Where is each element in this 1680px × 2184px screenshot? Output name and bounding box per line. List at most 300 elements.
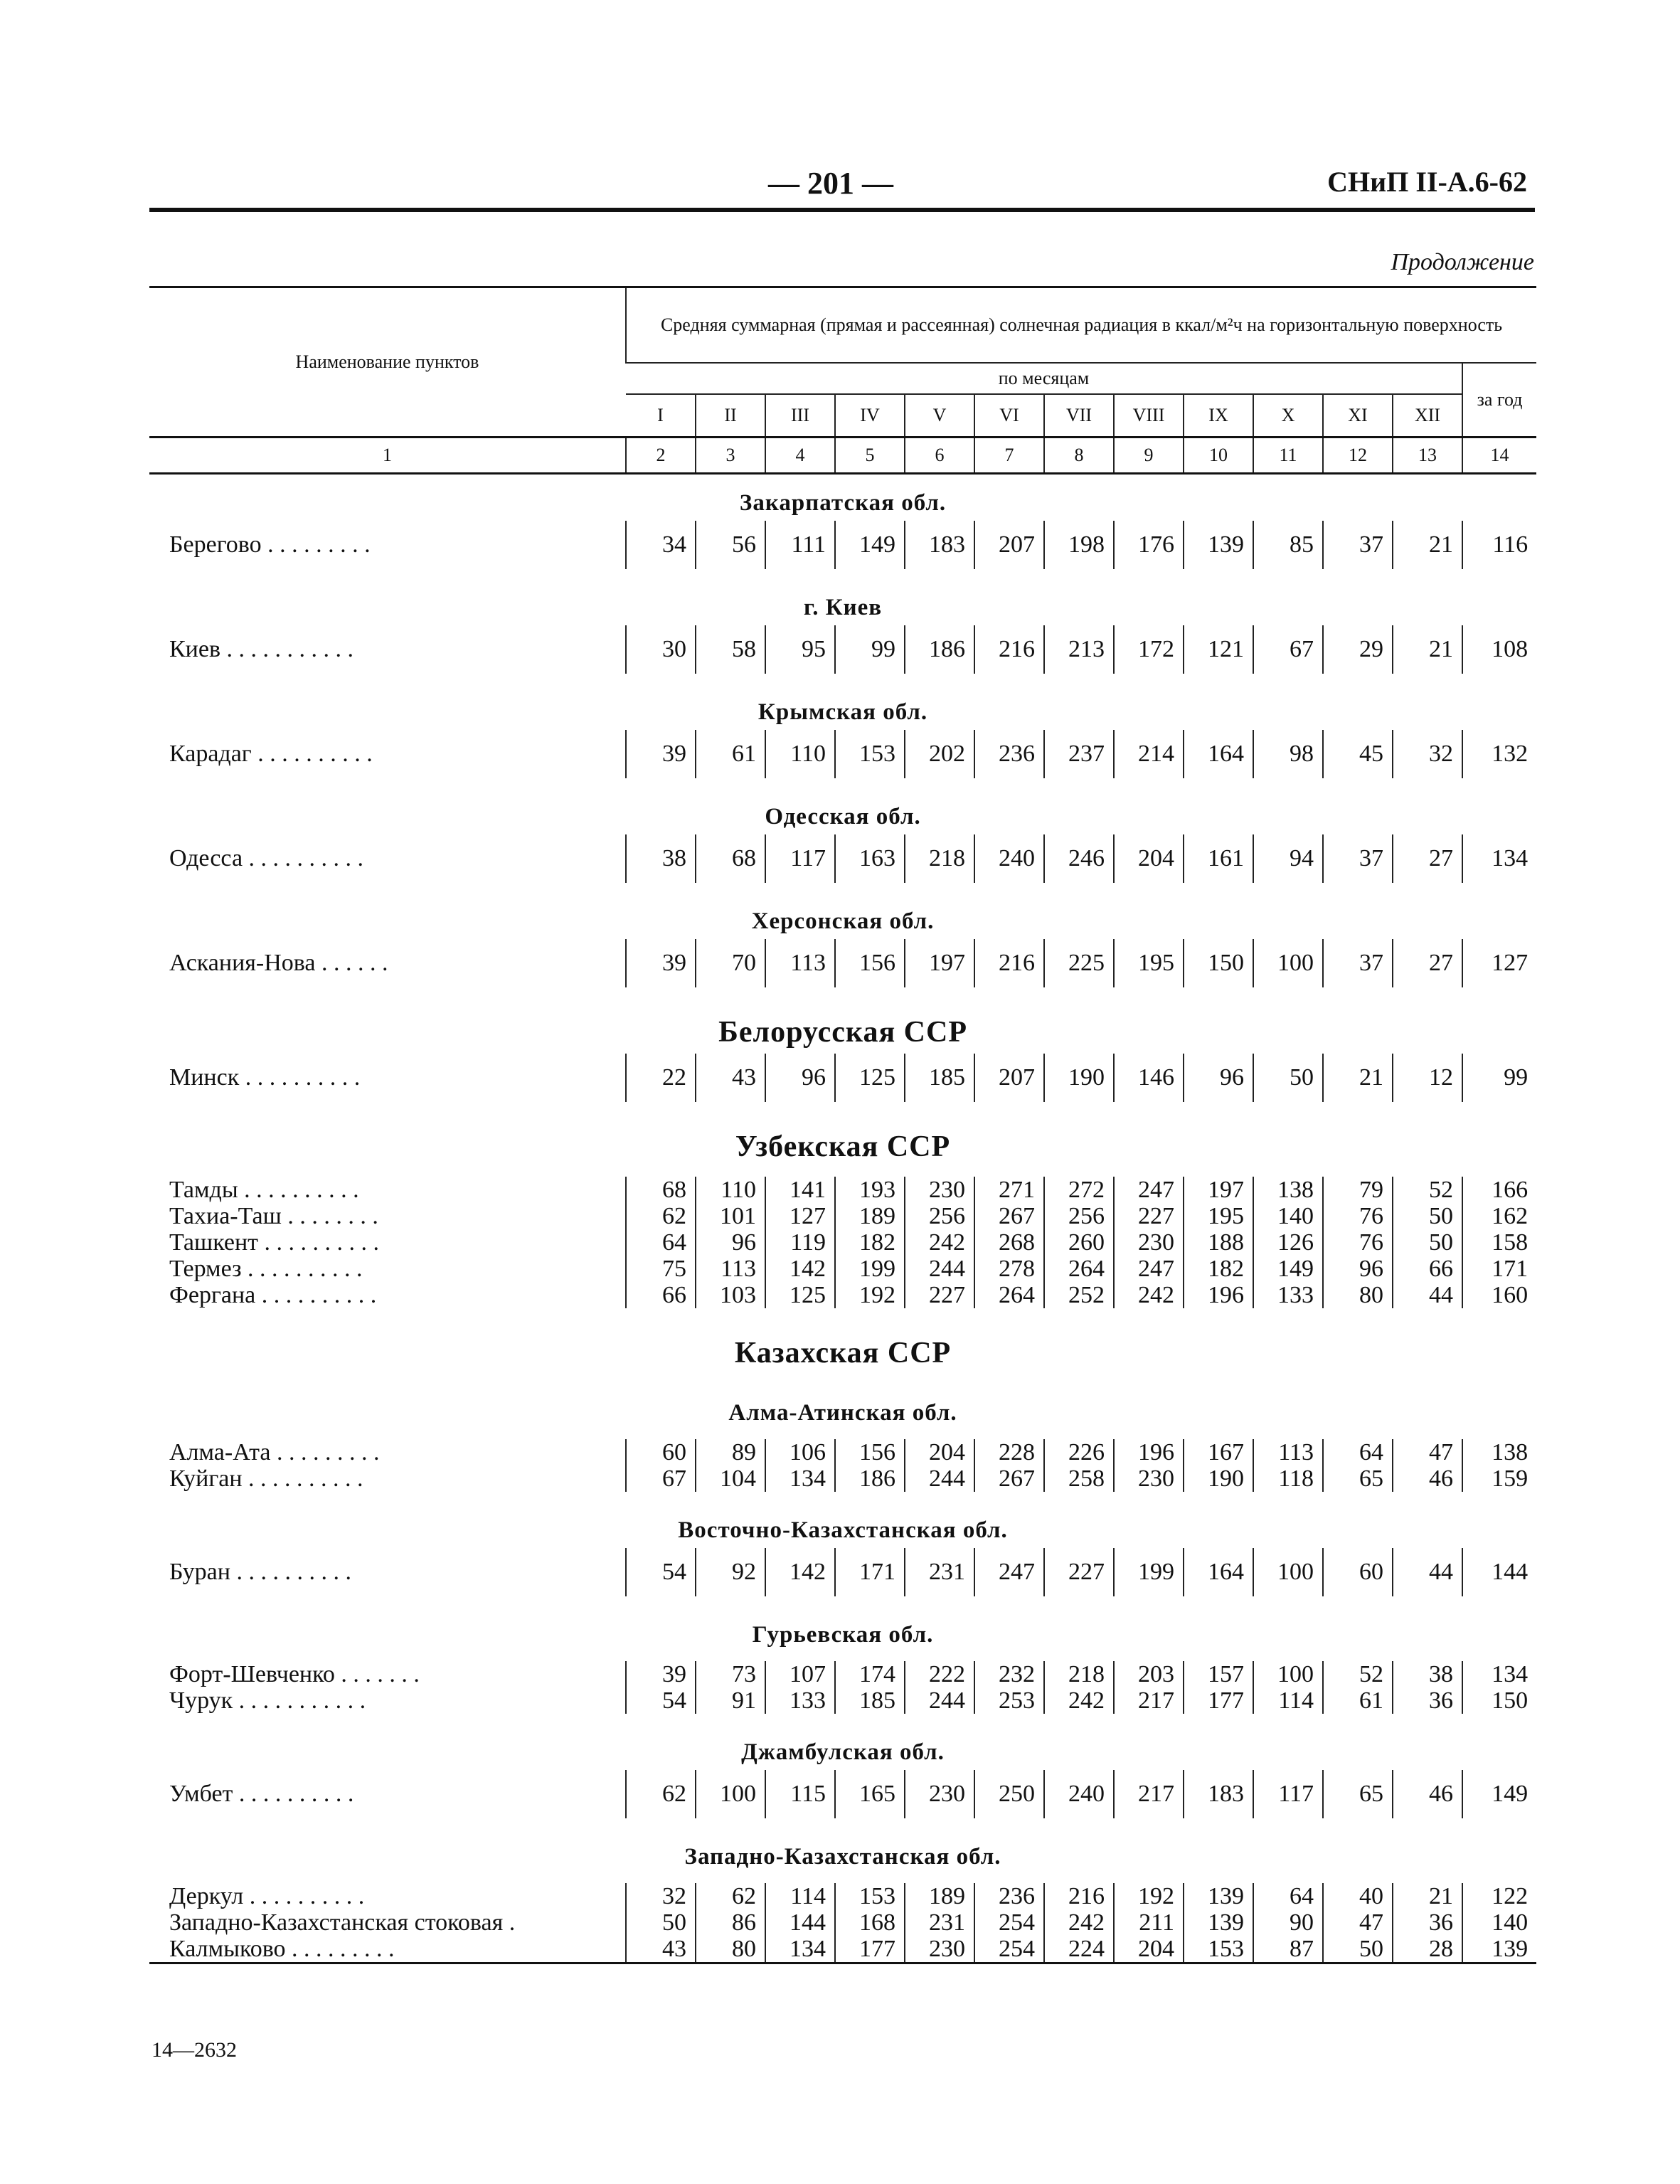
header-rule	[149, 208, 1535, 212]
year-value-cell: 149	[1462, 1770, 1536, 1818]
month-value-cell: 113	[696, 1256, 765, 1282]
table-body	[149, 474, 1536, 1966]
month-value-cell: 253	[974, 1687, 1044, 1714]
month-value-cell: 100	[1253, 939, 1323, 987]
month-value-cell: 228	[974, 1439, 1044, 1465]
month-value-cell: 196	[1114, 1439, 1184, 1465]
section-row	[149, 1818, 1536, 1875]
month-value-cell: 50	[626, 1909, 696, 1936]
table-row	[149, 1054, 1536, 1102]
month-value-cell: 190	[1184, 1465, 1253, 1492]
document-code: СНиП II-А.6-62	[1327, 166, 1527, 198]
station-name: Куйган . . . . . . . . . .	[169, 1465, 363, 1492]
month-value-cell: 230	[905, 1770, 974, 1818]
month-value-cell: 60	[626, 1439, 696, 1465]
table-row	[149, 1770, 1536, 1818]
month-value-cell: 214	[1114, 730, 1184, 778]
month-value-cell: 231	[905, 1909, 974, 1936]
month-value-cell: 117	[1253, 1770, 1323, 1818]
month-value-cell: 27	[1393, 834, 1462, 883]
table-row	[149, 1229, 1536, 1256]
month-value-cell: 32	[626, 1883, 696, 1909]
month-value-cell: 103	[696, 1282, 765, 1308]
month-value-cell: 237	[1044, 730, 1114, 778]
spacer-row	[149, 1875, 1536, 1883]
month-value-cell: 64	[626, 1229, 696, 1256]
month-value-cell: 207	[974, 1054, 1044, 1102]
month-value-cell: 230	[905, 1936, 974, 1963]
section-row	[149, 1492, 1536, 1548]
table-row	[149, 1883, 1536, 1909]
month-value-cell: 268	[974, 1229, 1044, 1256]
month-value-cell: 247	[1114, 1256, 1184, 1282]
month-value-cell: 46	[1393, 1770, 1462, 1818]
month-value-cell: 189	[835, 1203, 905, 1229]
month-value-cell: 36	[1393, 1909, 1462, 1936]
month-value-cell: 142	[765, 1256, 835, 1282]
month-value-cell: 21	[1393, 625, 1462, 674]
column-number: 6	[905, 438, 974, 474]
month-value-cell: 140	[1253, 1203, 1323, 1229]
month-value-cell: 172	[1114, 625, 1184, 674]
year-value-cell: 144	[1462, 1548, 1536, 1596]
month-value-cell: 12	[1393, 1054, 1462, 1102]
month-value-cell: 50	[1393, 1203, 1462, 1229]
month-value-cell: 242	[905, 1229, 974, 1256]
section-row	[149, 883, 1536, 939]
month-value-cell: 242	[1044, 1687, 1114, 1714]
station-name: Чурук . . . . . . . . . . .	[169, 1687, 366, 1714]
column-number: 12	[1323, 438, 1393, 474]
month-value-cell: 272	[1044, 1177, 1114, 1203]
month-value-cell: 79	[1323, 1177, 1393, 1203]
month-value-cell: 192	[835, 1282, 905, 1308]
year-value-cell: 159	[1462, 1465, 1536, 1492]
month-value-cell: 278	[974, 1256, 1044, 1282]
month-value-cell: 98	[1253, 730, 1323, 778]
year-value-cell: 134	[1462, 834, 1536, 883]
month-value-cell: 86	[696, 1909, 765, 1936]
table-row	[149, 521, 1536, 569]
month-value-cell: 101	[696, 1203, 765, 1229]
name-column-header: Наименование пунктов	[149, 287, 626, 438]
month-value-cell: 90	[1253, 1909, 1323, 1936]
month-value-cell: 227	[1114, 1203, 1184, 1229]
month-value-cell: 40	[1323, 1883, 1393, 1909]
month-value-cell: 50	[1253, 1054, 1323, 1102]
station-name: Умбет . . . . . . . . . .	[169, 1781, 354, 1807]
month-value-cell: 100	[696, 1770, 765, 1818]
section-title: Восточно-Казахстанская обл.	[678, 1517, 1008, 1543]
month-value-cell: 21	[1393, 521, 1462, 569]
month-value-cell: 34	[626, 521, 696, 569]
month-value-cell: 52	[1393, 1177, 1462, 1203]
month-value-cell: 115	[765, 1770, 835, 1818]
section-title: Крымская обл.	[757, 699, 928, 725]
section-row	[149, 778, 1536, 834]
month-value-cell: 189	[905, 1883, 974, 1909]
month-value-cell: 246	[1044, 834, 1114, 883]
table-row	[149, 1548, 1536, 1596]
month-value-cell: 244	[905, 1256, 974, 1282]
month-value-cell: 202	[905, 730, 974, 778]
month-value-cell: 43	[626, 1936, 696, 1963]
month-value-cell: 113	[765, 939, 835, 987]
table-row	[149, 1687, 1536, 1714]
month-value-cell: 133	[765, 1687, 835, 1714]
month-value-cell: 100	[1253, 1661, 1323, 1687]
month-value-cell: 192	[1114, 1883, 1184, 1909]
month-value-cell: 217	[1114, 1687, 1184, 1714]
month-value-cell: 207	[974, 521, 1044, 569]
table-row	[149, 1256, 1536, 1282]
station-name: Деркул . . . . . . . . . .	[169, 1883, 365, 1909]
year-value-cell: 158	[1462, 1229, 1536, 1256]
month-value-cell: 39	[626, 730, 696, 778]
section-row	[149, 1714, 1536, 1770]
month-value-cell: 146	[1114, 1054, 1184, 1102]
month-value-cell: 134	[765, 1936, 835, 1963]
month-value-cell: 224	[1044, 1936, 1114, 1963]
month-value-cell: 163	[835, 834, 905, 883]
table-row	[149, 1909, 1536, 1936]
station-name: Тамды . . . . . . . . . .	[169, 1177, 359, 1203]
month-value-cell: 230	[1114, 1465, 1184, 1492]
month-value-cell: 198	[1044, 521, 1114, 569]
month-value-cell: 113	[1253, 1439, 1323, 1465]
month-value-cell: 45	[1323, 730, 1393, 778]
month-value-cell: 46	[1393, 1465, 1462, 1492]
month-value-cell: 47	[1393, 1439, 1462, 1465]
months-header: по месяцам	[626, 363, 1462, 394]
section-row	[149, 987, 1536, 1054]
month-value-cell: 80	[1323, 1282, 1393, 1308]
station-name: Ташкент . . . . . . . . . .	[169, 1229, 380, 1256]
month-value-cell: 252	[1044, 1282, 1114, 1308]
month-value-cell: 38	[626, 834, 696, 883]
month-value-cell: 110	[696, 1177, 765, 1203]
month-value-cell: 247	[1114, 1177, 1184, 1203]
month-value-cell: 240	[1044, 1770, 1114, 1818]
month-value-cell: 149	[1253, 1256, 1323, 1282]
column-numbers-row	[149, 438, 1536, 474]
month-value-cell: 127	[765, 1203, 835, 1229]
month-value-cell: 250	[974, 1770, 1044, 1818]
month-value-cell: 186	[835, 1465, 905, 1492]
month-value-cell: 199	[1114, 1548, 1184, 1596]
month-value-cell: 258	[1044, 1465, 1114, 1492]
month-value-cell: 165	[835, 1770, 905, 1818]
month-value-cell: 91	[696, 1687, 765, 1714]
month-value-cell: 39	[626, 1661, 696, 1687]
column-number: 5	[835, 438, 905, 474]
section-title: Западно-Казахстанская обл.	[684, 1844, 1001, 1870]
month-value-cell: 267	[974, 1203, 1044, 1229]
month-value-cell: 44	[1393, 1282, 1462, 1308]
month-value-cell: 68	[696, 834, 765, 883]
month-label: V	[905, 394, 974, 438]
month-value-cell: 139	[1184, 521, 1253, 569]
month-value-cell: 54	[626, 1548, 696, 1596]
month-value-cell: 22	[626, 1054, 696, 1102]
station-name: Тахиа-Таш . . . . . . . .	[169, 1203, 378, 1229]
month-value-cell: 230	[905, 1177, 974, 1203]
month-value-cell: 254	[974, 1936, 1044, 1963]
footer-code: 14—2632	[151, 2038, 237, 2062]
month-value-cell: 65	[1323, 1770, 1393, 1818]
table-row	[149, 834, 1536, 883]
month-value-cell: 195	[1114, 939, 1184, 987]
main-header: Средняя суммарная (прямая и рассеянная) солнечная радиация в ккал/м²ч на горизонтальную поверхность	[626, 287, 1536, 364]
section-row	[149, 1308, 1536, 1374]
month-value-cell: 64	[1253, 1883, 1323, 1909]
column-number: 7	[974, 438, 1044, 474]
month-value-cell: 240	[974, 834, 1044, 883]
month-value-cell: 36	[1393, 1687, 1462, 1714]
month-value-cell: 21	[1323, 1054, 1393, 1102]
month-value-cell: 161	[1184, 834, 1253, 883]
month-value-cell: 126	[1253, 1229, 1323, 1256]
page-number: — 201 —	[768, 166, 893, 201]
month-value-cell: 85	[1253, 521, 1323, 569]
month-value-cell: 87	[1253, 1936, 1323, 1963]
month-value-cell: 176	[1114, 521, 1184, 569]
section-title: Херсонская обл.	[751, 908, 935, 934]
month-value-cell: 21	[1393, 1883, 1462, 1909]
month-value-cell: 27	[1393, 939, 1462, 987]
month-value-cell: 183	[905, 521, 974, 569]
month-value-cell: 114	[1253, 1687, 1323, 1714]
section-row	[149, 1374, 1536, 1431]
month-value-cell: 242	[1114, 1282, 1184, 1308]
month-label: II	[696, 394, 765, 438]
year-value-cell: 116	[1462, 521, 1536, 569]
spacer-row	[149, 1431, 1536, 1439]
month-label: XI	[1323, 394, 1393, 438]
station-name: Киев . . . . . . . . . . .	[169, 636, 354, 662]
month-value-cell: 37	[1323, 834, 1393, 883]
section-title: Узбекская ССР	[735, 1130, 951, 1163]
section-title: Джамбулская обл.	[741, 1739, 945, 1765]
station-name: Калмыково . . . . . . . . .	[169, 1936, 395, 1962]
year-value-cell: 150	[1462, 1687, 1536, 1714]
column-number: 8	[1044, 438, 1114, 474]
month-value-cell: 76	[1323, 1229, 1393, 1256]
month-value-cell: 260	[1044, 1229, 1114, 1256]
month-value-cell: 232	[974, 1661, 1044, 1687]
month-value-cell: 226	[1044, 1439, 1114, 1465]
month-value-cell: 216	[1044, 1883, 1114, 1909]
month-value-cell: 99	[835, 625, 905, 674]
month-value-cell: 230	[1114, 1229, 1184, 1256]
month-value-cell: 44	[1393, 1548, 1462, 1596]
table-bottom-rule	[149, 1963, 1536, 1966]
month-value-cell: 96	[1184, 1054, 1253, 1102]
month-value-cell: 43	[696, 1054, 765, 1102]
month-value-cell: 96	[696, 1229, 765, 1256]
month-value-cell: 76	[1323, 1203, 1393, 1229]
month-value-cell: 30	[626, 625, 696, 674]
month-value-cell: 62	[626, 1770, 696, 1818]
station-name: Одесса . . . . . . . . . .	[169, 845, 364, 871]
month-value-cell: 271	[974, 1177, 1044, 1203]
year-value-cell: 132	[1462, 730, 1536, 778]
month-label: I	[626, 394, 696, 438]
month-value-cell: 186	[905, 625, 974, 674]
month-value-cell: 264	[1044, 1256, 1114, 1282]
month-value-cell: 70	[696, 939, 765, 987]
month-value-cell: 107	[765, 1661, 835, 1687]
table-row	[149, 730, 1536, 778]
month-value-cell: 66	[626, 1282, 696, 1308]
month-value-cell: 96	[765, 1054, 835, 1102]
column-number: 9	[1114, 438, 1184, 474]
section-title: Закарпатская обл.	[739, 490, 947, 516]
month-value-cell: 236	[974, 730, 1044, 778]
year-value-cell: 160	[1462, 1282, 1536, 1308]
month-value-cell: 94	[1253, 834, 1323, 883]
month-value-cell: 236	[974, 1883, 1044, 1909]
month-value-cell: 67	[1253, 625, 1323, 674]
month-value-cell: 156	[835, 939, 905, 987]
station-name: Карадаг . . . . . . . . . .	[169, 741, 373, 767]
month-value-cell: 67	[626, 1465, 696, 1492]
month-value-cell: 133	[1253, 1282, 1323, 1308]
month-value-cell: 62	[696, 1883, 765, 1909]
month-value-cell: 216	[974, 625, 1044, 674]
month-value-cell: 114	[765, 1883, 835, 1909]
month-value-cell: 73	[696, 1661, 765, 1687]
column-number: 10	[1184, 438, 1253, 474]
table-row	[149, 1465, 1536, 1492]
month-label: VII	[1044, 394, 1114, 438]
month-value-cell: 125	[765, 1282, 835, 1308]
month-value-cell: 96	[1323, 1256, 1393, 1282]
month-value-cell: 117	[765, 834, 835, 883]
column-number: 2	[626, 438, 696, 474]
month-value-cell: 61	[696, 730, 765, 778]
month-value-cell: 92	[696, 1548, 765, 1596]
month-value-cell: 111	[765, 521, 835, 569]
month-value-cell: 222	[905, 1661, 974, 1687]
month-value-cell: 199	[835, 1256, 905, 1282]
month-value-cell: 139	[1184, 1883, 1253, 1909]
month-value-cell: 141	[765, 1177, 835, 1203]
table-row	[149, 1282, 1536, 1308]
month-value-cell: 65	[1323, 1465, 1393, 1492]
table-row	[149, 1203, 1536, 1229]
month-value-cell: 153	[835, 730, 905, 778]
spacer-row	[149, 1168, 1536, 1177]
month-label: X	[1253, 394, 1323, 438]
month-value-cell: 254	[974, 1909, 1044, 1936]
column-number: 1	[149, 438, 626, 474]
column-number: 4	[765, 438, 835, 474]
month-value-cell: 142	[765, 1548, 835, 1596]
month-value-cell: 37	[1323, 521, 1393, 569]
month-value-cell: 54	[626, 1687, 696, 1714]
month-value-cell: 242	[1044, 1909, 1114, 1936]
table-row	[149, 1439, 1536, 1465]
section-row	[149, 474, 1536, 521]
month-value-cell: 185	[905, 1054, 974, 1102]
month-value-cell: 38	[1393, 1661, 1462, 1687]
month-value-cell: 89	[696, 1439, 765, 1465]
month-value-cell: 174	[835, 1661, 905, 1687]
month-value-cell: 58	[696, 625, 765, 674]
month-value-cell: 100	[1253, 1548, 1323, 1596]
month-value-cell: 211	[1114, 1909, 1184, 1936]
section-title: г. Киев	[803, 595, 883, 620]
month-value-cell: 29	[1323, 625, 1393, 674]
month-value-cell: 125	[835, 1054, 905, 1102]
station-name: Термез . . . . . . . . . .	[169, 1256, 363, 1282]
month-value-cell: 167	[1184, 1439, 1253, 1465]
month-value-cell: 182	[1184, 1256, 1253, 1282]
year-value-cell: 162	[1462, 1203, 1536, 1229]
year-value-cell: 139	[1462, 1936, 1536, 1963]
month-value-cell: 37	[1323, 939, 1393, 987]
month-value-cell: 50	[1323, 1936, 1393, 1963]
month-label: VIII	[1114, 394, 1184, 438]
month-value-cell: 177	[835, 1936, 905, 1963]
year-value-cell: 166	[1462, 1177, 1536, 1203]
month-value-cell: 138	[1253, 1177, 1323, 1203]
month-value-cell: 39	[626, 939, 696, 987]
radiation-table	[149, 286, 1536, 1966]
month-value-cell: 197	[905, 939, 974, 987]
section-title: Одесская обл.	[765, 804, 921, 829]
month-value-cell: 95	[765, 625, 835, 674]
month-value-cell: 197	[1184, 1177, 1253, 1203]
month-value-cell: 104	[696, 1465, 765, 1492]
station-name: Минск . . . . . . . . . .	[169, 1064, 361, 1091]
month-value-cell: 47	[1323, 1909, 1393, 1936]
year-value-cell: 127	[1462, 939, 1536, 987]
year-value-cell: 171	[1462, 1256, 1536, 1282]
month-value-cell: 153	[835, 1883, 905, 1909]
year-value-cell: 138	[1462, 1439, 1536, 1465]
section-row	[149, 1596, 1536, 1653]
month-value-cell: 204	[905, 1439, 974, 1465]
month-value-cell: 62	[626, 1203, 696, 1229]
month-value-cell: 153	[1184, 1936, 1253, 1963]
month-value-cell: 190	[1044, 1054, 1114, 1102]
month-value-cell: 217	[1114, 1770, 1184, 1818]
month-value-cell: 50	[1393, 1229, 1462, 1256]
station-name: Западно-Казахстанская стоковая .	[169, 1909, 516, 1936]
month-value-cell: 150	[1184, 939, 1253, 987]
station-name: Алма-Ата . . . . . . . . .	[169, 1439, 380, 1465]
year-value-cell: 134	[1462, 1661, 1536, 1687]
month-value-cell: 164	[1184, 1548, 1253, 1596]
section-title: Гурьевская обл.	[752, 1622, 934, 1648]
month-value-cell: 244	[905, 1465, 974, 1492]
month-value-cell: 227	[905, 1282, 974, 1308]
month-value-cell: 185	[835, 1687, 905, 1714]
month-value-cell: 227	[1044, 1548, 1114, 1596]
month-value-cell: 80	[696, 1936, 765, 1963]
month-value-cell: 121	[1184, 625, 1253, 674]
year-header: за год	[1462, 363, 1536, 438]
month-value-cell: 204	[1114, 1936, 1184, 1963]
month-value-cell: 218	[1044, 1661, 1114, 1687]
month-value-cell: 188	[1184, 1229, 1253, 1256]
table-row	[149, 625, 1536, 674]
year-value-cell: 122	[1462, 1883, 1536, 1909]
table-row	[149, 1936, 1536, 1963]
month-label: VI	[974, 394, 1044, 438]
